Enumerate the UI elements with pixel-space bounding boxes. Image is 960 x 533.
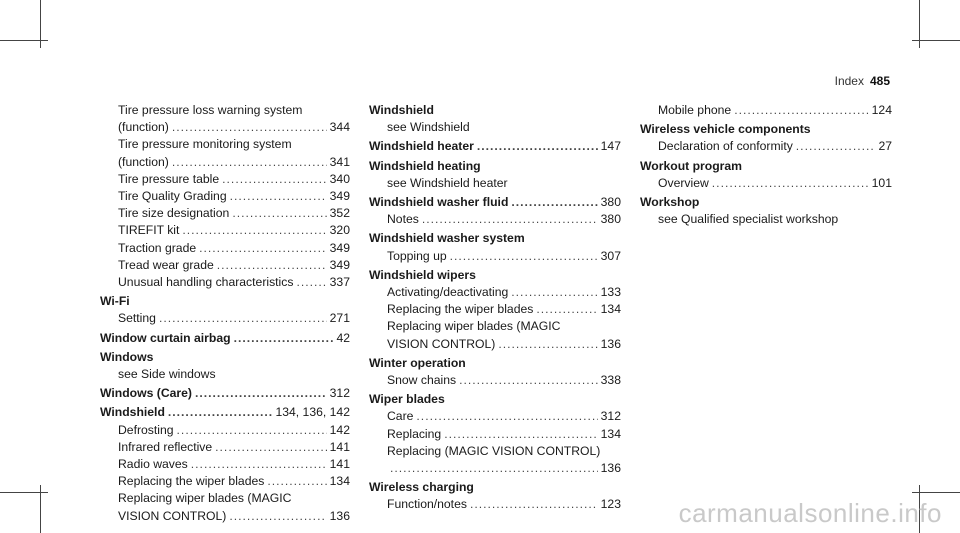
watermark: carmanualsonline.info <box>678 498 942 528</box>
dot-leader <box>734 102 868 119</box>
page-reference[interactable]: 134, 136, 142 <box>275 405 350 420</box>
heading-label: Windshield washer system <box>369 231 525 246</box>
page-reference[interactable]: 136 <box>329 508 350 523</box>
index-entry <box>369 158 621 192</box>
index-heading <box>640 158 892 175</box>
entry-label: TIREFIT kit <box>118 223 180 238</box>
index-subentry-line <box>640 211 892 228</box>
index-subentry-line <box>369 211 621 228</box>
index-entry <box>640 121 892 155</box>
entry-label: Radio waves <box>118 457 188 472</box>
index-entry <box>100 330 350 347</box>
dot-leader <box>217 257 327 274</box>
index-subentry-line <box>369 175 621 192</box>
heading-label: Windshield <box>100 405 165 420</box>
entry-label: Replacing wiper blades (MAGIC <box>387 319 561 334</box>
index-subentry-line <box>100 102 350 119</box>
index-subentry-line <box>369 119 621 136</box>
page-reference[interactable]: 136 <box>600 336 621 351</box>
page-reference[interactable]: 271 <box>329 311 350 326</box>
index-subentry-line <box>369 426 621 443</box>
page-reference[interactable]: 134 <box>329 474 350 489</box>
page-reference[interactable]: 349 <box>329 189 350 204</box>
index-column-1 <box>100 102 350 527</box>
dot-leader <box>444 426 597 443</box>
index-subentry-line <box>369 443 621 460</box>
entry-label: Tire pressure monitoring system <box>118 137 292 152</box>
dot-leader <box>267 473 326 490</box>
index-subentry-line <box>369 408 621 425</box>
index-subentry-line <box>640 175 892 192</box>
page-reference[interactable]: 320 <box>329 223 350 238</box>
index-entry <box>369 138 621 155</box>
crop-mark <box>0 40 48 41</box>
dot-leader <box>511 194 597 211</box>
entry-label: Unusual handling characteristics <box>118 275 294 290</box>
page-number: 485 <box>869 74 890 88</box>
index-subentry-line <box>100 205 350 222</box>
index-subentry-line <box>100 473 350 490</box>
entry-label: see Windshield <box>387 120 470 135</box>
index-subentry-line <box>369 301 621 318</box>
entry-label: see Windshield heater <box>387 175 508 190</box>
index-subentry-line <box>100 310 350 327</box>
index-entry <box>100 349 350 383</box>
dot-leader <box>477 138 598 155</box>
index-subentry-line <box>100 490 350 507</box>
entry-label: Notes <box>387 212 419 227</box>
index-subentry-line <box>100 188 350 205</box>
entry-label: Topping up <box>387 248 447 263</box>
index-heading <box>100 330 350 347</box>
index-heading <box>100 293 350 310</box>
entry-label: Care <box>387 409 414 424</box>
index-entry <box>640 158 892 192</box>
index-subentry-line <box>100 136 350 153</box>
dot-leader <box>390 460 598 477</box>
page-reference[interactable]: 142 <box>329 422 350 437</box>
dot-leader <box>199 240 327 257</box>
entry-label: Defrosting <box>118 422 174 437</box>
entry-label: Replacing the wiper blades <box>118 474 265 489</box>
page-reference[interactable]: 141 <box>329 457 350 472</box>
index-subentry-line <box>369 318 621 335</box>
heading-label: Windshield heating <box>369 158 481 173</box>
dot-leader <box>172 154 327 171</box>
entry-label: Tire pressure table <box>118 171 220 186</box>
dot-leader <box>498 336 597 353</box>
index-entry <box>369 267 621 353</box>
page-reference[interactable]: 344 <box>329 120 350 135</box>
index-heading <box>369 158 621 175</box>
index-entry <box>100 102 350 291</box>
dot-leader <box>234 330 334 347</box>
dot-leader <box>168 404 273 421</box>
entry-label: (function) <box>118 154 169 169</box>
index-entry <box>369 230 621 264</box>
index-entry <box>369 194 621 228</box>
dot-leader <box>222 171 327 188</box>
index-subentry-line <box>369 372 621 389</box>
heading-label: Workout program <box>640 158 743 173</box>
dot-leader <box>511 284 597 301</box>
index-heading <box>369 479 621 496</box>
dot-leader <box>195 385 327 402</box>
heading-label: Wireless vehicle components <box>640 122 811 137</box>
index-subentry-line <box>100 508 350 525</box>
dot-leader <box>470 496 598 513</box>
heading-label: Wi-Fi <box>100 294 130 309</box>
page-reference[interactable]: 341 <box>329 154 350 169</box>
header-title: Index <box>834 74 864 88</box>
heading-label: Windows (Care) <box>100 386 192 401</box>
index-entry <box>369 391 621 477</box>
index-entry <box>369 102 621 136</box>
index-entry <box>100 404 350 524</box>
dot-leader <box>172 119 327 136</box>
dot-leader <box>191 456 327 473</box>
heading-label: Wiper blades <box>369 392 445 407</box>
entry-label: see Side windows <box>118 367 216 382</box>
crop-mark <box>912 40 960 41</box>
page-reference[interactable]: 307 <box>600 248 621 263</box>
index-column-2 <box>369 102 621 516</box>
dot-leader <box>230 188 327 205</box>
entry-label: Function/notes <box>387 497 467 512</box>
index-heading <box>100 385 350 402</box>
index-subentry-line <box>369 284 621 301</box>
entry-label: Tire Quality Grading <box>118 189 227 204</box>
page-reference[interactable]: 340 <box>329 171 350 186</box>
index-subentry-line <box>640 138 892 155</box>
page-header <box>835 74 890 88</box>
index-heading <box>369 102 621 119</box>
page-reference[interactable]: 312 <box>600 409 621 424</box>
index-subentry-line <box>369 460 621 477</box>
entry-label: Activating/deactivating <box>387 285 509 300</box>
entry-label: Replacing (MAGIC VISION CONTROL) <box>387 443 601 458</box>
entry-label: Tire pressure loss warning system <box>118 103 303 117</box>
index-heading <box>640 194 892 211</box>
entry-label: Tread wear grade <box>118 257 214 272</box>
page-reference[interactable]: 380 <box>600 212 621 227</box>
entry-label: Overview <box>658 175 709 190</box>
entry-label: Traction grade <box>118 240 197 255</box>
dot-leader <box>296 274 326 291</box>
entry-label: Replacing <box>387 426 442 441</box>
dot-leader <box>459 372 598 389</box>
index-entry <box>640 102 892 119</box>
index-subentry-line <box>100 439 350 456</box>
heading-label: Wireless charging <box>369 480 474 495</box>
page-reference[interactable]: 352 <box>329 206 350 221</box>
entry-label: Tire size designation <box>118 206 230 221</box>
index-heading <box>369 355 621 372</box>
index-subentry-line <box>369 248 621 265</box>
entry-label: see Qualified specialist workshop <box>658 212 839 227</box>
index-subentry-line <box>369 336 621 353</box>
index-subentry-line <box>100 171 350 188</box>
page-reference[interactable]: 124 <box>871 103 892 117</box>
dot-leader <box>712 175 869 192</box>
page-reference[interactable]: 349 <box>329 240 350 255</box>
page-reference[interactable]: 133 <box>600 285 621 300</box>
index-subentry-line <box>100 366 350 383</box>
index-subentry-line <box>640 102 892 119</box>
entry-label: Replacing the wiper blades <box>387 302 534 317</box>
entry-label: Infrared reflective <box>118 439 213 454</box>
page-reference[interactable]: 134 <box>600 302 621 317</box>
index-subentry-line <box>100 422 350 439</box>
page-reference[interactable]: 312 <box>329 386 350 401</box>
dot-leader <box>536 301 597 318</box>
entry-label: (function) <box>118 120 169 135</box>
index-subentry-line <box>100 257 350 274</box>
page-reference[interactable]: 27 <box>878 139 892 154</box>
entry-label: Snow chains <box>387 373 457 388</box>
dot-leader <box>796 138 876 155</box>
page-reference[interactable]: 123 <box>600 497 621 512</box>
entry-label: VISION CONTROL) <box>118 508 227 523</box>
index-entry <box>369 355 621 389</box>
index-subentry-line <box>100 240 350 257</box>
index-subentry-line <box>100 274 350 291</box>
dot-leader <box>232 205 326 222</box>
dot-leader <box>159 310 327 327</box>
page-reference[interactable]: 349 <box>329 257 350 272</box>
heading-label: Windshield <box>369 103 434 117</box>
index-heading <box>369 194 621 211</box>
index-column-3 <box>640 102 892 230</box>
heading-label: Windshield wipers <box>369 267 476 282</box>
heading-label: Winter operation <box>369 355 466 370</box>
entry-label: Declaration of conformity <box>658 139 793 154</box>
page-reference[interactable]: 147 <box>600 139 621 154</box>
page-reference[interactable]: 136 <box>600 461 621 476</box>
heading-label: Window curtain airbag <box>100 330 231 345</box>
page-reference[interactable]: 338 <box>600 373 621 388</box>
entry-label: Replacing wiper blades (MAGIC <box>118 491 292 506</box>
index-entry <box>640 194 892 228</box>
index-heading <box>369 391 621 408</box>
index-subentry-line <box>100 222 350 239</box>
index-entry <box>369 479 621 513</box>
crop-mark <box>0 492 48 493</box>
entry-label: Setting <box>118 311 156 326</box>
heading-label: Windshield washer fluid <box>369 195 509 210</box>
crop-mark <box>912 492 960 493</box>
dot-leader <box>450 248 598 265</box>
index-subentry-line <box>100 119 350 136</box>
entry-label: Mobile phone <box>658 103 732 117</box>
heading-label: Windshield heater <box>369 139 474 154</box>
entry-label: VISION CONTROL) <box>387 336 496 351</box>
index-entry <box>100 293 350 327</box>
heading-label: Workshop <box>640 195 700 210</box>
dot-leader <box>182 222 326 239</box>
index-entry <box>100 385 350 402</box>
index-heading <box>100 404 350 421</box>
page-reference[interactable]: 134 <box>600 426 621 441</box>
dot-leader <box>422 211 598 228</box>
page-reference[interactable]: 141 <box>329 439 350 454</box>
dot-leader <box>215 439 327 456</box>
index-heading <box>369 138 621 155</box>
dot-leader <box>229 508 326 525</box>
index-heading <box>100 349 350 366</box>
page-reference[interactable]: 42 <box>336 330 350 345</box>
index-subentry-line <box>100 456 350 473</box>
heading-label: Windows <box>100 349 154 364</box>
index-subentry-line <box>369 496 621 513</box>
index-heading <box>369 230 621 247</box>
index-heading <box>369 267 621 284</box>
page-reference[interactable]: 337 <box>329 275 350 290</box>
index-subentry-line <box>100 154 350 171</box>
page-reference[interactable]: 380 <box>600 195 621 210</box>
dot-leader <box>177 422 327 439</box>
index-heading <box>640 121 892 138</box>
dot-leader <box>416 408 597 425</box>
page-reference[interactable]: 101 <box>871 175 892 190</box>
